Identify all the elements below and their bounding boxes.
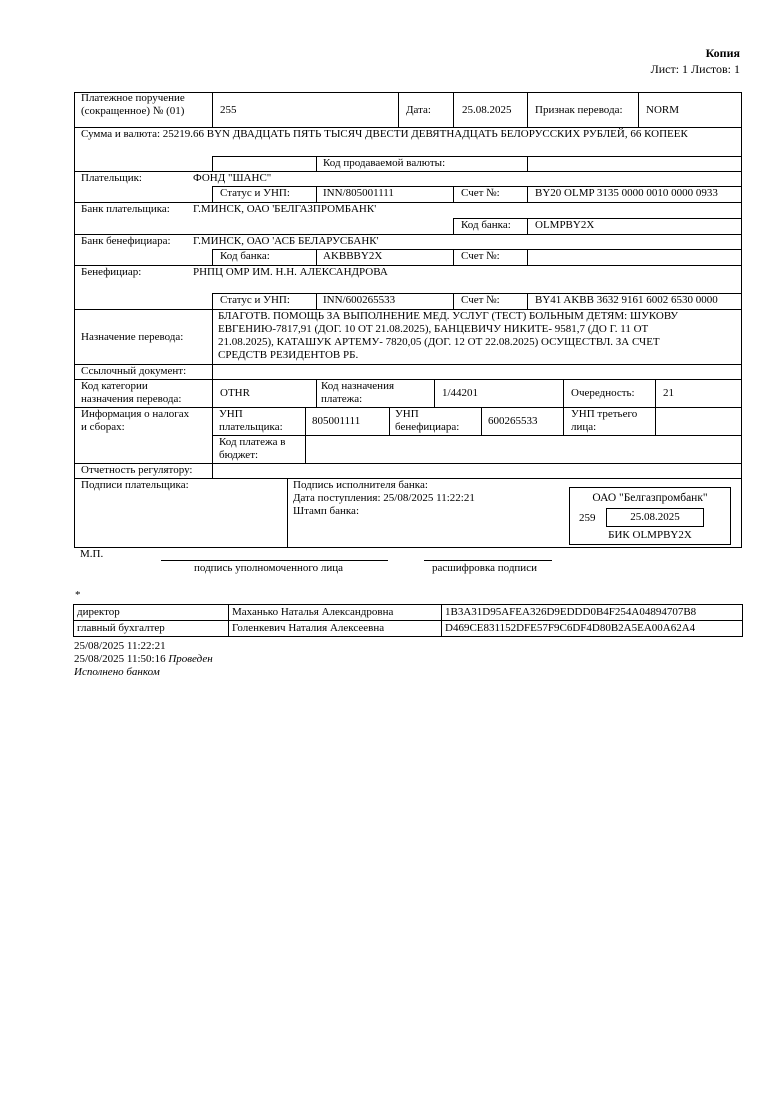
reference-doc-label: Ссылочный документ: <box>81 365 187 377</box>
stamp-number: 259 <box>579 512 596 524</box>
signers-table <box>73 604 743 637</box>
payer-bank-code: OLMPBY2X <box>535 219 595 231</box>
purpose-line-2: ЕВГЕНИЮ-7817,91 (ДОГ. 10 ОТ 21.08.2025), БАНЦЕВИЧУ НИКИТЕ- 9581,7 (ДО Г. 11 ОТ <box>218 323 649 335</box>
rule <box>287 478 288 547</box>
rule <box>453 218 454 234</box>
beneficiary-bank-code-label: Код банка: <box>220 250 270 262</box>
payer-account-label: Счет №: <box>461 187 500 199</box>
decoding-caption: расшифровка подписи <box>432 562 537 574</box>
signer-role: директор <box>74 605 229 621</box>
status-line-1: 25/08/2025 11:22:21 <box>74 640 166 652</box>
date-label: Дата: <box>406 104 431 116</box>
payer-unp-label-2: плательщика: <box>219 421 283 433</box>
benef-unp-label-2: бенефициара: <box>395 421 460 433</box>
tax-info-label-1: Информация о налогах <box>81 408 190 420</box>
payer-bank-label: Банк плательщика: <box>81 203 170 215</box>
beneficiary-account-label: Счет №: <box>461 294 500 306</box>
signer-role: главный бухгалтер <box>74 621 229 637</box>
copy-title: Копия <box>705 46 740 60</box>
rule <box>453 92 454 127</box>
signer-hash: D469CE831152DFE57F9C6DF4D80B2A5EA00A62A4 <box>442 621 743 637</box>
rule <box>527 218 528 234</box>
amount-text: Сумма и валюта: 25219.66 BYN ДВАДЦАТЬ ПЯТЬ ТЫСЯЧ ДВЕСТИ ДЕВЯТНАДЦАТЬ БЕЛОРУССКИХ РУБЛЕЙ, 66 КОПЕЕК <box>81 128 688 140</box>
beneficiary-account: BY41 AKBB 3632 9161 6002 6530 0000 <box>535 294 718 306</box>
rule <box>527 92 528 127</box>
rule <box>655 379 656 407</box>
rule <box>563 379 564 407</box>
rule <box>74 234 742 235</box>
stamp-bik: БИК OLMPBY2X <box>608 529 692 541</box>
third-unp-label-2: лица: <box>571 421 597 433</box>
tax-info-label-2: и сборах: <box>81 421 125 433</box>
stamp-bank-name: ОАО "Белгазпромбанк" <box>592 492 708 504</box>
payer-label: Плательщик: <box>81 172 142 184</box>
rule <box>481 407 482 435</box>
bank-stamp <box>569 487 731 545</box>
transfer-sign-label: Признак перевода: <box>535 104 623 116</box>
rule <box>434 379 435 407</box>
form-border-bottom <box>74 547 742 548</box>
rule <box>527 293 528 309</box>
received-date: Дата поступления: 25/08/2025 11:22:21 <box>293 492 475 504</box>
payer-bank-name: Г.МИНСК, ОАО 'БЕЛГАЗПРОМБАНК' <box>193 203 377 215</box>
payer-signatures-label: Подписи плательщика: <box>81 479 189 491</box>
signature-line-decoding <box>424 560 552 561</box>
rule <box>212 156 213 171</box>
beneficiary-status-value: INN/600265533 <box>323 294 396 306</box>
purpose-line-1: БЛАГОТВ. ПОМОЩЬ ЗА ВЫПОЛНЕНИЕ МЕД. УСЛУГ (ТЕСТ) БОЛЬНЫМ ДЕТЯМ: ШУКОВУ <box>218 310 679 322</box>
rule <box>212 379 213 407</box>
order-number: 255 <box>220 104 237 116</box>
rule <box>212 249 213 265</box>
purpose-label: Назначение перевода: <box>81 331 184 343</box>
rule <box>212 364 213 379</box>
asterisk-note: * <box>75 589 81 601</box>
signer-name: Голенкевич Наталия Алексеевна <box>229 621 442 637</box>
payer-unp-label-1: УНП <box>219 408 243 420</box>
authorized-signature-caption: подпись уполномоченного лица <box>194 562 343 574</box>
rule <box>212 293 213 309</box>
purpose-code-label-2: платежа: <box>321 393 363 405</box>
rule <box>453 293 454 309</box>
rule <box>316 379 317 407</box>
purpose-line-4: СРЕДСТВ РЕЗИДЕНТОВ РБ. <box>218 349 359 361</box>
payer-status-value: INN/805001111 <box>323 187 394 199</box>
purpose-code: 1/44201 <box>442 387 479 399</box>
benef-unp-label-1: УНП <box>395 408 419 420</box>
purpose-code-label-1: Код назначения <box>321 380 395 392</box>
benef-unp: 600265533 <box>488 415 538 427</box>
budget-code-label-2: бюджет: <box>219 449 259 461</box>
rule <box>398 92 399 127</box>
rule <box>74 202 742 203</box>
payer-bank-code-label: Код банка: <box>461 219 511 231</box>
rule <box>74 379 742 380</box>
beneficiary-name: РНПЦ ОМР ИМ. Н.Н. АЛЕКСАНДРОВА <box>193 266 388 278</box>
purpose-line-3: 21.08.2025), КАТАШУК АРТЕМУ- 7820,05 (ДОГ. 12 ОТ 22.08.2025) ОСУЩЕСТВЛ. ЗА СЧЕТ <box>218 336 660 348</box>
rule <box>453 249 454 265</box>
status-line-3: Исполнено банком <box>74 666 160 678</box>
payer-unp: 805001111 <box>312 415 361 427</box>
table-row <box>74 621 743 637</box>
payer-status-label: Статус и УНП: <box>220 187 290 199</box>
beneficiary-status-label: Статус и УНП: <box>220 294 290 306</box>
category-label-2: назначения перевода: <box>81 393 182 405</box>
payer-account: BY20 OLMP 3135 0000 0010 0000 0933 <box>535 187 718 199</box>
rule <box>74 171 742 172</box>
beneficiary-bank-name: Г.МИНСК, ОАО 'АСБ БЕЛАРУСБАНК' <box>193 235 379 247</box>
rule <box>212 186 213 202</box>
rule <box>316 293 317 309</box>
rule <box>655 407 656 435</box>
sheet-info: Лист: 1 Листов: 1 <box>650 62 740 76</box>
rule <box>316 156 317 171</box>
rule <box>305 407 306 435</box>
table-row <box>74 605 743 621</box>
stamp-date: 25.08.2025 <box>606 508 704 527</box>
status-line-2 <box>74 653 213 666</box>
rule <box>74 265 742 266</box>
signer-name: Маханько Наталья Александровна <box>229 605 442 621</box>
rule <box>453 186 454 202</box>
priority: 21 <box>663 387 674 399</box>
payer-name: ФОНД "ШАНС" <box>193 172 272 184</box>
rule <box>212 92 213 127</box>
regulator-label: Отчетность регулятору: <box>81 464 193 476</box>
executor-signature-label: Подпись исполнителя банка: <box>293 479 428 491</box>
third-unp-label-1: УНП третьего <box>571 408 638 420</box>
status-line-2-time: 25/08/2025 11:50:16 <box>74 653 166 665</box>
rule <box>212 156 742 157</box>
rule <box>638 92 639 127</box>
status-line-2-status: Проведен <box>168 653 213 665</box>
category-label-1: Код категории <box>81 380 148 392</box>
rule <box>316 249 317 265</box>
rule <box>212 435 742 436</box>
rule <box>212 463 213 478</box>
mp-label: М.П. <box>80 548 104 560</box>
stamp-label: Штамп банка: <box>293 505 359 517</box>
rule <box>305 435 306 463</box>
transfer-sign: NORM <box>646 104 680 116</box>
rule <box>212 309 213 364</box>
rule <box>527 249 528 265</box>
rule <box>527 186 528 202</box>
sold-currency-label: Код продаваемой валюты: <box>323 157 446 169</box>
beneficiary-bank-code: AKBBBY2X <box>323 250 383 262</box>
budget-code-label-1: Код платежа в <box>219 436 286 448</box>
order-date: 25.08.2025 <box>462 104 512 116</box>
category-value: OTHR <box>220 387 250 399</box>
beneficiary-label: Бенефициар: <box>81 266 142 278</box>
beneficiary-bank-label: Банк бенефициара: <box>81 235 171 247</box>
rule <box>389 407 390 435</box>
rule <box>563 407 564 435</box>
signature-line-authorized <box>161 560 388 561</box>
rule <box>527 156 528 171</box>
beneficiary-bank-account-label: Счет №: <box>461 250 500 262</box>
signer-hash: 1B3A31D95AFEA326D9EDDD0B4F254A04894707B8 <box>442 605 743 621</box>
rule <box>316 186 317 202</box>
order-title: Платежное поручение (сокращенное) № (01) <box>81 92 185 117</box>
priority-label: Очередность: <box>571 387 635 399</box>
